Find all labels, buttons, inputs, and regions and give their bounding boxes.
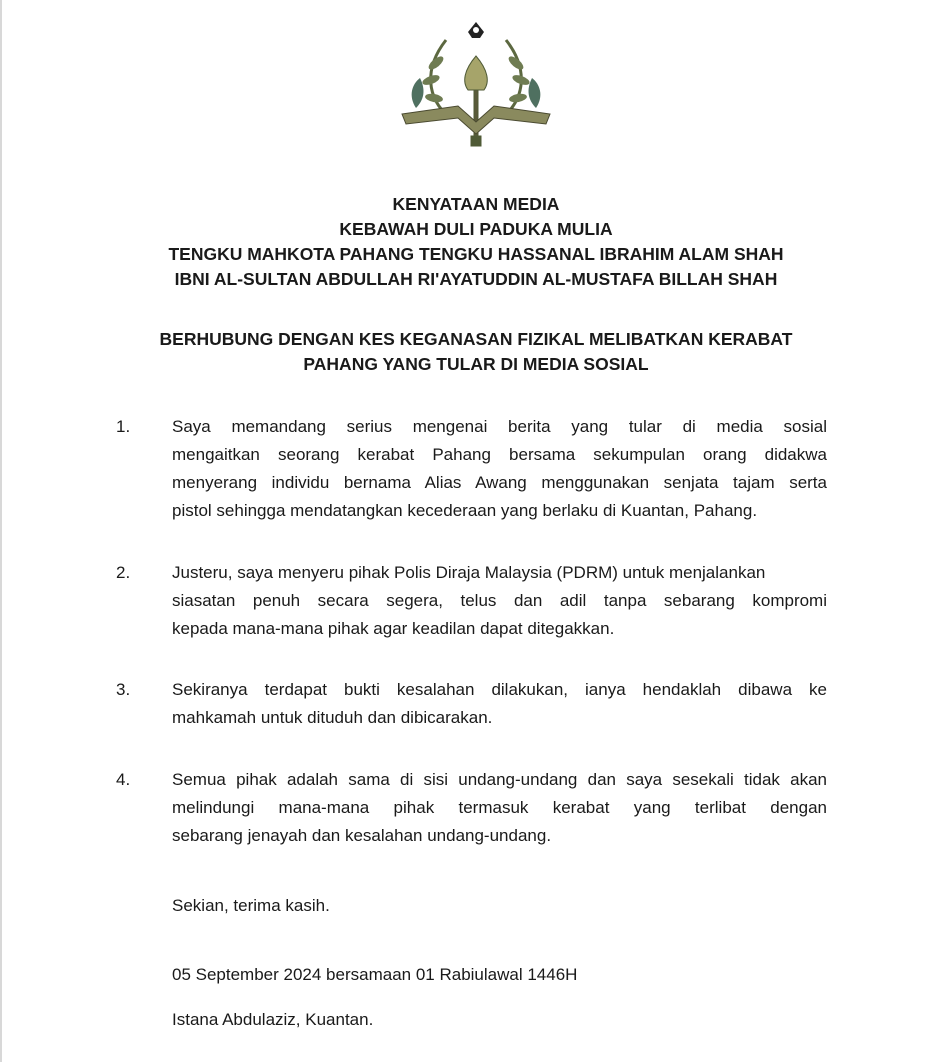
paragraph-1 [172, 413, 827, 525]
paragraph-line: siasatan penuh secara segera, telus dan adil tanpa sebarang kompromi [172, 591, 827, 610]
paragraph-line: Sekiranya terdapat bukti kesalahan dilakukan, ianya hendaklah dibawa ke [172, 680, 827, 699]
subject-line: BERHUBUNG DENGAN KES KEGANASAN FIZIKAL MELIBATKAN KERABAT [159, 329, 793, 349]
paragraph-line: Semua pihak adalah sama di sisi undang-undang dan saya sesekali tidak akan [172, 770, 827, 789]
paragraph-line: kepada mana-mana pihak agar keadilan dapat ditegakkan. [172, 619, 615, 638]
paragraph-line: mahkamah untuk dituduh dan dibicarakan. [172, 708, 493, 727]
paragraph-line: mengaitkan seorang kerabat Pahang bersama sekumpulan orang didakwa [172, 445, 827, 464]
paragraph-line: Justeru, saya menyeru pihak Polis Diraja Malaysia (PDRM) untuk menjalankan [172, 563, 766, 582]
heading-honorific: KEBAWAH DULI PADUKA MULIA [339, 219, 613, 239]
paragraph-number: 3. [116, 680, 131, 699]
heading-title: KENYATAAN MEDIA [392, 194, 560, 214]
page-edge [0, 0, 2, 1062]
paragraph-4 [172, 766, 827, 850]
place: Istana Abdulaziz, Kuantan. [172, 1010, 374, 1029]
paragraph-line: menyerang individu bernama Alias Awang menggunakan senjata tajam serta [172, 473, 827, 492]
paragraph-line: Saya memandang serius mengenai berita yang tular di media sosial [172, 417, 827, 436]
paragraph-number: 1. [116, 417, 131, 436]
heading-lineage: IBNI AL-SULTAN ABDULLAH RI'AYATUDDIN AL-MUSTAFA BILLAH SHAH [174, 269, 778, 289]
paragraph-line: pistol sehingga mendatangkan kecederaan yang berlaku di Kuantan, Pahang. [172, 501, 758, 520]
heading-name: TENGKU MAHKOTA PAHANG TENGKU HASSANAL IBRAHIM ALAM SHAH [168, 244, 784, 264]
date: 05 September 2024 bersamaan 01 Rabiulawal 1446H [172, 965, 578, 984]
paragraph-line: sebarang jenayah dan kesalahan undang-undang. [172, 826, 552, 845]
paragraph-line: melindungi mana-mana pihak termasuk kerabat yang terlibat dengan [172, 798, 827, 817]
subject-line: PAHANG YANG TULAR DI MEDIA SOSIAL [303, 354, 649, 374]
paragraph-number: 2. [116, 563, 131, 582]
paragraph-2 [172, 559, 827, 643]
pahang-crest-icon [398, 18, 554, 154]
paragraph-number: 4. [116, 770, 131, 789]
closing: Sekian, terima kasih. [172, 896, 330, 915]
paragraph-3 [172, 676, 827, 732]
